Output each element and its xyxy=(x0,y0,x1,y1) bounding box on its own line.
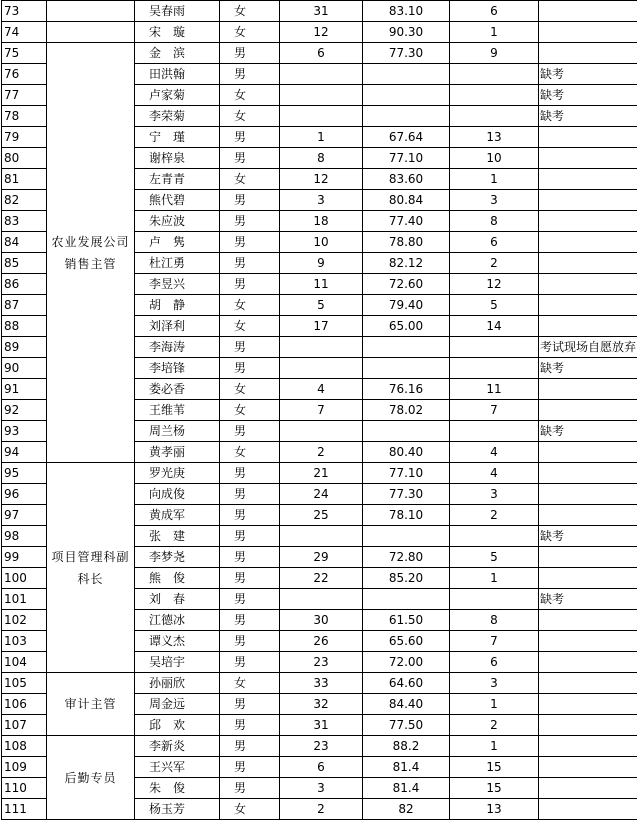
interview-rank: 9 xyxy=(450,43,539,64)
interview-score xyxy=(363,106,450,127)
interview-score: 77.10 xyxy=(363,463,450,484)
interview-rank: 3 xyxy=(450,673,539,694)
interview-score: 80.84 xyxy=(363,190,450,211)
row-number: 98 xyxy=(2,526,47,547)
row-number: 73 xyxy=(2,1,47,22)
candidate-gender: 女 xyxy=(220,673,280,694)
written-rank xyxy=(280,358,363,379)
row-number: 85 xyxy=(2,253,47,274)
written-rank: 29 xyxy=(280,547,363,568)
written-rank: 4 xyxy=(280,379,363,400)
interview-score: 79.40 xyxy=(363,295,450,316)
interview-rank xyxy=(450,526,539,547)
row-number: 97 xyxy=(2,505,47,526)
row-number: 104 xyxy=(2,652,47,673)
remark xyxy=(539,148,637,169)
candidate-name: 金 滨 xyxy=(135,43,220,64)
written-rank: 23 xyxy=(280,652,363,673)
interview-score xyxy=(363,421,450,442)
exam-results-table xyxy=(1,0,637,820)
candidate-name: 李昱兴 xyxy=(135,274,220,295)
written-rank xyxy=(280,85,363,106)
written-rank: 26 xyxy=(280,631,363,652)
written-rank: 32 xyxy=(280,694,363,715)
row-number: 78 xyxy=(2,106,47,127)
candidate-name: 江德冰 xyxy=(135,610,220,631)
interview-score: 83.10 xyxy=(363,1,450,22)
row-number: 86 xyxy=(2,274,47,295)
candidate-gender: 男 xyxy=(220,337,280,358)
remark xyxy=(539,400,637,421)
candidate-gender: 女 xyxy=(220,379,280,400)
written-rank: 25 xyxy=(280,505,363,526)
remark xyxy=(539,673,637,694)
remark xyxy=(539,379,637,400)
written-rank: 5 xyxy=(280,295,363,316)
interview-rank: 8 xyxy=(450,610,539,631)
remark: 缺考 xyxy=(539,85,637,106)
interview-score: 72.00 xyxy=(363,652,450,673)
interview-rank: 15 xyxy=(450,778,539,799)
remark xyxy=(539,295,637,316)
position-cell: 后勤专员 xyxy=(47,736,135,820)
table-row xyxy=(2,673,637,694)
row-number: 110 xyxy=(2,778,47,799)
interview-rank: 13 xyxy=(450,799,539,820)
candidate-gender: 男 xyxy=(220,190,280,211)
written-rank xyxy=(280,337,363,358)
interview-rank: 1 xyxy=(450,169,539,190)
candidate-gender: 女 xyxy=(220,106,280,127)
row-number: 109 xyxy=(2,757,47,778)
interview-rank: 3 xyxy=(450,190,539,211)
candidate-gender: 男 xyxy=(220,652,280,673)
interview-score: 67.64 xyxy=(363,127,450,148)
remark xyxy=(539,484,637,505)
interview-rank: 12 xyxy=(450,274,539,295)
row-number: 75 xyxy=(2,43,47,64)
candidate-gender: 女 xyxy=(220,400,280,421)
written-rank: 31 xyxy=(280,1,363,22)
candidate-name: 邱 欢 xyxy=(135,715,220,736)
written-rank: 24 xyxy=(280,484,363,505)
interview-score: 80.40 xyxy=(363,442,450,463)
table-row xyxy=(2,22,637,43)
candidate-name: 李荣菊 xyxy=(135,106,220,127)
candidate-gender: 男 xyxy=(220,505,280,526)
row-number: 105 xyxy=(2,673,47,694)
candidate-gender: 男 xyxy=(220,211,280,232)
candidate-name: 娄必香 xyxy=(135,379,220,400)
table-row xyxy=(2,736,637,757)
written-rank xyxy=(280,526,363,547)
candidate-gender: 女 xyxy=(220,442,280,463)
candidate-gender: 男 xyxy=(220,736,280,757)
position-cell xyxy=(47,22,135,43)
written-rank: 11 xyxy=(280,274,363,295)
row-number: 80 xyxy=(2,148,47,169)
written-rank: 7 xyxy=(280,400,363,421)
interview-score: 78.80 xyxy=(363,232,450,253)
row-number: 77 xyxy=(2,85,47,106)
candidate-name: 谭义杰 xyxy=(135,631,220,652)
candidate-gender: 女 xyxy=(220,169,280,190)
written-rank: 2 xyxy=(280,799,363,820)
candidate-name: 孙丽欣 xyxy=(135,673,220,694)
row-number: 103 xyxy=(2,631,47,652)
candidate-name: 周兰杨 xyxy=(135,421,220,442)
candidate-gender: 男 xyxy=(220,568,280,589)
candidate-name: 宋 璇 xyxy=(135,22,220,43)
candidate-name: 黄成军 xyxy=(135,505,220,526)
interview-score: 72.60 xyxy=(363,274,450,295)
row-number: 95 xyxy=(2,463,47,484)
written-rank: 31 xyxy=(280,715,363,736)
candidate-gender: 女 xyxy=(220,22,280,43)
interview-rank xyxy=(450,589,539,610)
position-cell: 项目管理科副科长 xyxy=(47,463,135,673)
written-rank: 9 xyxy=(280,253,363,274)
candidate-gender: 男 xyxy=(220,715,280,736)
candidate-name: 向成俊 xyxy=(135,484,220,505)
interview-score: 77.50 xyxy=(363,715,450,736)
interview-score xyxy=(363,358,450,379)
interview-rank: 13 xyxy=(450,127,539,148)
row-number: 74 xyxy=(2,22,47,43)
interview-rank: 1 xyxy=(450,568,539,589)
interview-score xyxy=(363,85,450,106)
written-rank: 33 xyxy=(280,673,363,694)
candidate-gender: 男 xyxy=(220,610,280,631)
candidate-gender: 男 xyxy=(220,274,280,295)
interview-rank xyxy=(450,64,539,85)
interview-score: 72.80 xyxy=(363,547,450,568)
row-number: 88 xyxy=(2,316,47,337)
remark xyxy=(539,211,637,232)
written-rank: 2 xyxy=(280,442,363,463)
candidate-name: 谢梓泉 xyxy=(135,148,220,169)
interview-score: 64.60 xyxy=(363,673,450,694)
written-rank xyxy=(280,64,363,85)
remark xyxy=(539,652,637,673)
interview-score: 82 xyxy=(363,799,450,820)
candidate-gender: 男 xyxy=(220,43,280,64)
interview-rank xyxy=(450,421,539,442)
written-rank: 18 xyxy=(280,211,363,232)
interview-rank: 2 xyxy=(450,253,539,274)
row-number: 100 xyxy=(2,568,47,589)
candidate-name: 张 建 xyxy=(135,526,220,547)
row-number: 90 xyxy=(2,358,47,379)
written-rank: 6 xyxy=(280,757,363,778)
interview-score xyxy=(363,337,450,358)
row-number: 96 xyxy=(2,484,47,505)
interview-rank: 8 xyxy=(450,211,539,232)
interview-rank: 1 xyxy=(450,694,539,715)
remark: 考试现场自愿放弃 xyxy=(539,337,637,358)
remark: 缺考 xyxy=(539,526,637,547)
candidate-gender: 男 xyxy=(220,631,280,652)
interview-score: 76.16 xyxy=(363,379,450,400)
interview-rank: 4 xyxy=(450,442,539,463)
interview-rank: 10 xyxy=(450,148,539,169)
interview-score xyxy=(363,589,450,610)
interview-score: 78.02 xyxy=(363,400,450,421)
remark xyxy=(539,778,637,799)
interview-rank: 11 xyxy=(450,379,539,400)
interview-score: 83.60 xyxy=(363,169,450,190)
interview-score xyxy=(363,526,450,547)
interview-rank: 7 xyxy=(450,631,539,652)
remark xyxy=(539,274,637,295)
interview-rank: 2 xyxy=(450,715,539,736)
remark xyxy=(539,1,637,22)
interview-rank: 5 xyxy=(450,547,539,568)
written-rank: 17 xyxy=(280,316,363,337)
candidate-name: 熊 俊 xyxy=(135,568,220,589)
written-rank: 1 xyxy=(280,127,363,148)
interview-score: 81.4 xyxy=(363,778,450,799)
remark xyxy=(539,127,637,148)
candidate-gender: 男 xyxy=(220,526,280,547)
interview-rank: 14 xyxy=(450,316,539,337)
interview-score: 77.10 xyxy=(363,148,450,169)
remark xyxy=(539,694,637,715)
position-cell: 农业发展公司销售主管 xyxy=(47,43,135,463)
candidate-name: 王维苇 xyxy=(135,400,220,421)
remark: 缺考 xyxy=(539,64,637,85)
row-number: 91 xyxy=(2,379,47,400)
interview-score: 61.50 xyxy=(363,610,450,631)
candidate-name: 熊代碧 xyxy=(135,190,220,211)
remark xyxy=(539,463,637,484)
row-number: 107 xyxy=(2,715,47,736)
remark xyxy=(539,232,637,253)
candidate-gender: 男 xyxy=(220,127,280,148)
candidate-name: 王兴军 xyxy=(135,757,220,778)
candidate-gender: 男 xyxy=(220,757,280,778)
written-rank: 23 xyxy=(280,736,363,757)
interview-score: 81.4 xyxy=(363,757,450,778)
row-number: 106 xyxy=(2,694,47,715)
remark xyxy=(539,799,637,820)
remark xyxy=(539,568,637,589)
interview-rank xyxy=(450,358,539,379)
written-rank: 30 xyxy=(280,610,363,631)
candidate-gender: 男 xyxy=(220,778,280,799)
remark xyxy=(539,715,637,736)
row-number: 108 xyxy=(2,736,47,757)
remark xyxy=(539,253,637,274)
candidate-name: 刘泽利 xyxy=(135,316,220,337)
interview-score xyxy=(363,64,450,85)
candidate-name: 李梦尧 xyxy=(135,547,220,568)
interview-rank xyxy=(450,106,539,127)
candidate-gender: 男 xyxy=(220,232,280,253)
interview-rank: 3 xyxy=(450,484,539,505)
remark xyxy=(539,169,637,190)
candidate-name: 左青青 xyxy=(135,169,220,190)
remark xyxy=(539,190,637,211)
candidate-gender: 男 xyxy=(220,421,280,442)
remark xyxy=(539,736,637,757)
row-number: 84 xyxy=(2,232,47,253)
candidate-name: 胡 静 xyxy=(135,295,220,316)
row-number: 92 xyxy=(2,400,47,421)
candidate-gender: 男 xyxy=(220,64,280,85)
row-number: 81 xyxy=(2,169,47,190)
row-number: 93 xyxy=(2,421,47,442)
candidate-gender: 男 xyxy=(220,148,280,169)
written-rank: 21 xyxy=(280,463,363,484)
written-rank: 12 xyxy=(280,22,363,43)
interview-score: 82.12 xyxy=(363,253,450,274)
candidate-name: 刘 春 xyxy=(135,589,220,610)
candidate-gender: 女 xyxy=(220,85,280,106)
candidate-name: 卢 隽 xyxy=(135,232,220,253)
candidate-name: 杜江勇 xyxy=(135,253,220,274)
row-number: 79 xyxy=(2,127,47,148)
position-cell: 审计主管 xyxy=(47,673,135,736)
row-number: 87 xyxy=(2,295,47,316)
candidate-gender: 女 xyxy=(220,799,280,820)
candidate-gender: 女 xyxy=(220,295,280,316)
candidate-name: 朱 俊 xyxy=(135,778,220,799)
candidate-gender: 男 xyxy=(220,547,280,568)
interview-score: 65.00 xyxy=(363,316,450,337)
table-row xyxy=(2,1,637,22)
remark xyxy=(539,22,637,43)
table-row xyxy=(2,463,637,484)
interview-rank: 2 xyxy=(450,505,539,526)
candidate-gender: 男 xyxy=(220,694,280,715)
interview-score: 77.30 xyxy=(363,484,450,505)
interview-rank: 6 xyxy=(450,1,539,22)
interview-rank: 6 xyxy=(450,652,539,673)
row-number: 89 xyxy=(2,337,47,358)
row-number: 101 xyxy=(2,589,47,610)
row-number: 83 xyxy=(2,211,47,232)
candidate-name: 卢家菊 xyxy=(135,85,220,106)
candidate-name: 李培锋 xyxy=(135,358,220,379)
written-rank: 6 xyxy=(280,43,363,64)
written-rank: 3 xyxy=(280,190,363,211)
interview-score: 77.30 xyxy=(363,43,450,64)
candidate-name: 朱应波 xyxy=(135,211,220,232)
interview-score: 84.40 xyxy=(363,694,450,715)
remark xyxy=(539,757,637,778)
remark xyxy=(539,631,637,652)
interview-rank xyxy=(450,337,539,358)
remark: 缺考 xyxy=(539,589,637,610)
interview-score: 88.2 xyxy=(363,736,450,757)
written-rank xyxy=(280,421,363,442)
written-rank: 10 xyxy=(280,232,363,253)
candidate-name: 黄孝丽 xyxy=(135,442,220,463)
remark: 缺考 xyxy=(539,358,637,379)
candidate-gender: 男 xyxy=(220,589,280,610)
remark xyxy=(539,43,637,64)
row-number: 82 xyxy=(2,190,47,211)
remark: 缺考 xyxy=(539,106,637,127)
candidate-name: 杨玉芳 xyxy=(135,799,220,820)
remark xyxy=(539,316,637,337)
interview-rank: 7 xyxy=(450,400,539,421)
row-number: 94 xyxy=(2,442,47,463)
table-body xyxy=(2,1,637,820)
remark xyxy=(539,547,637,568)
candidate-name: 宁 瑾 xyxy=(135,127,220,148)
interview-rank: 1 xyxy=(450,22,539,43)
row-number: 76 xyxy=(2,64,47,85)
candidate-gender: 女 xyxy=(220,316,280,337)
interview-rank: 6 xyxy=(450,232,539,253)
interview-rank: 5 xyxy=(450,295,539,316)
interview-rank: 15 xyxy=(450,757,539,778)
interview-score: 78.10 xyxy=(363,505,450,526)
remark xyxy=(539,610,637,631)
interview-rank: 4 xyxy=(450,463,539,484)
interview-score: 90.30 xyxy=(363,22,450,43)
candidate-gender: 女 xyxy=(220,1,280,22)
remark: 缺考 xyxy=(539,421,637,442)
candidate-gender: 男 xyxy=(220,253,280,274)
candidate-gender: 男 xyxy=(220,484,280,505)
candidate-name: 田洪翰 xyxy=(135,64,220,85)
candidate-name: 罗光庚 xyxy=(135,463,220,484)
candidate-name: 李新炎 xyxy=(135,736,220,757)
remark xyxy=(539,505,637,526)
written-rank xyxy=(280,106,363,127)
interview-rank: 1 xyxy=(450,736,539,757)
written-rank: 8 xyxy=(280,148,363,169)
interview-score: 65.60 xyxy=(363,631,450,652)
candidate-name: 李海涛 xyxy=(135,337,220,358)
written-rank: 12 xyxy=(280,169,363,190)
row-number: 111 xyxy=(2,799,47,820)
candidate-name: 吴培宇 xyxy=(135,652,220,673)
interview-score: 77.40 xyxy=(363,211,450,232)
candidate-name: 周金远 xyxy=(135,694,220,715)
row-number: 99 xyxy=(2,547,47,568)
interview-score: 85.20 xyxy=(363,568,450,589)
row-number: 102 xyxy=(2,610,47,631)
interview-rank xyxy=(450,85,539,106)
candidate-gender: 男 xyxy=(220,358,280,379)
position-cell xyxy=(47,1,135,22)
table-row xyxy=(2,43,637,64)
written-rank: 3 xyxy=(280,778,363,799)
candidate-gender: 男 xyxy=(220,463,280,484)
candidate-name: 吴春雨 xyxy=(135,1,220,22)
written-rank xyxy=(280,589,363,610)
remark xyxy=(539,442,637,463)
written-rank: 22 xyxy=(280,568,363,589)
